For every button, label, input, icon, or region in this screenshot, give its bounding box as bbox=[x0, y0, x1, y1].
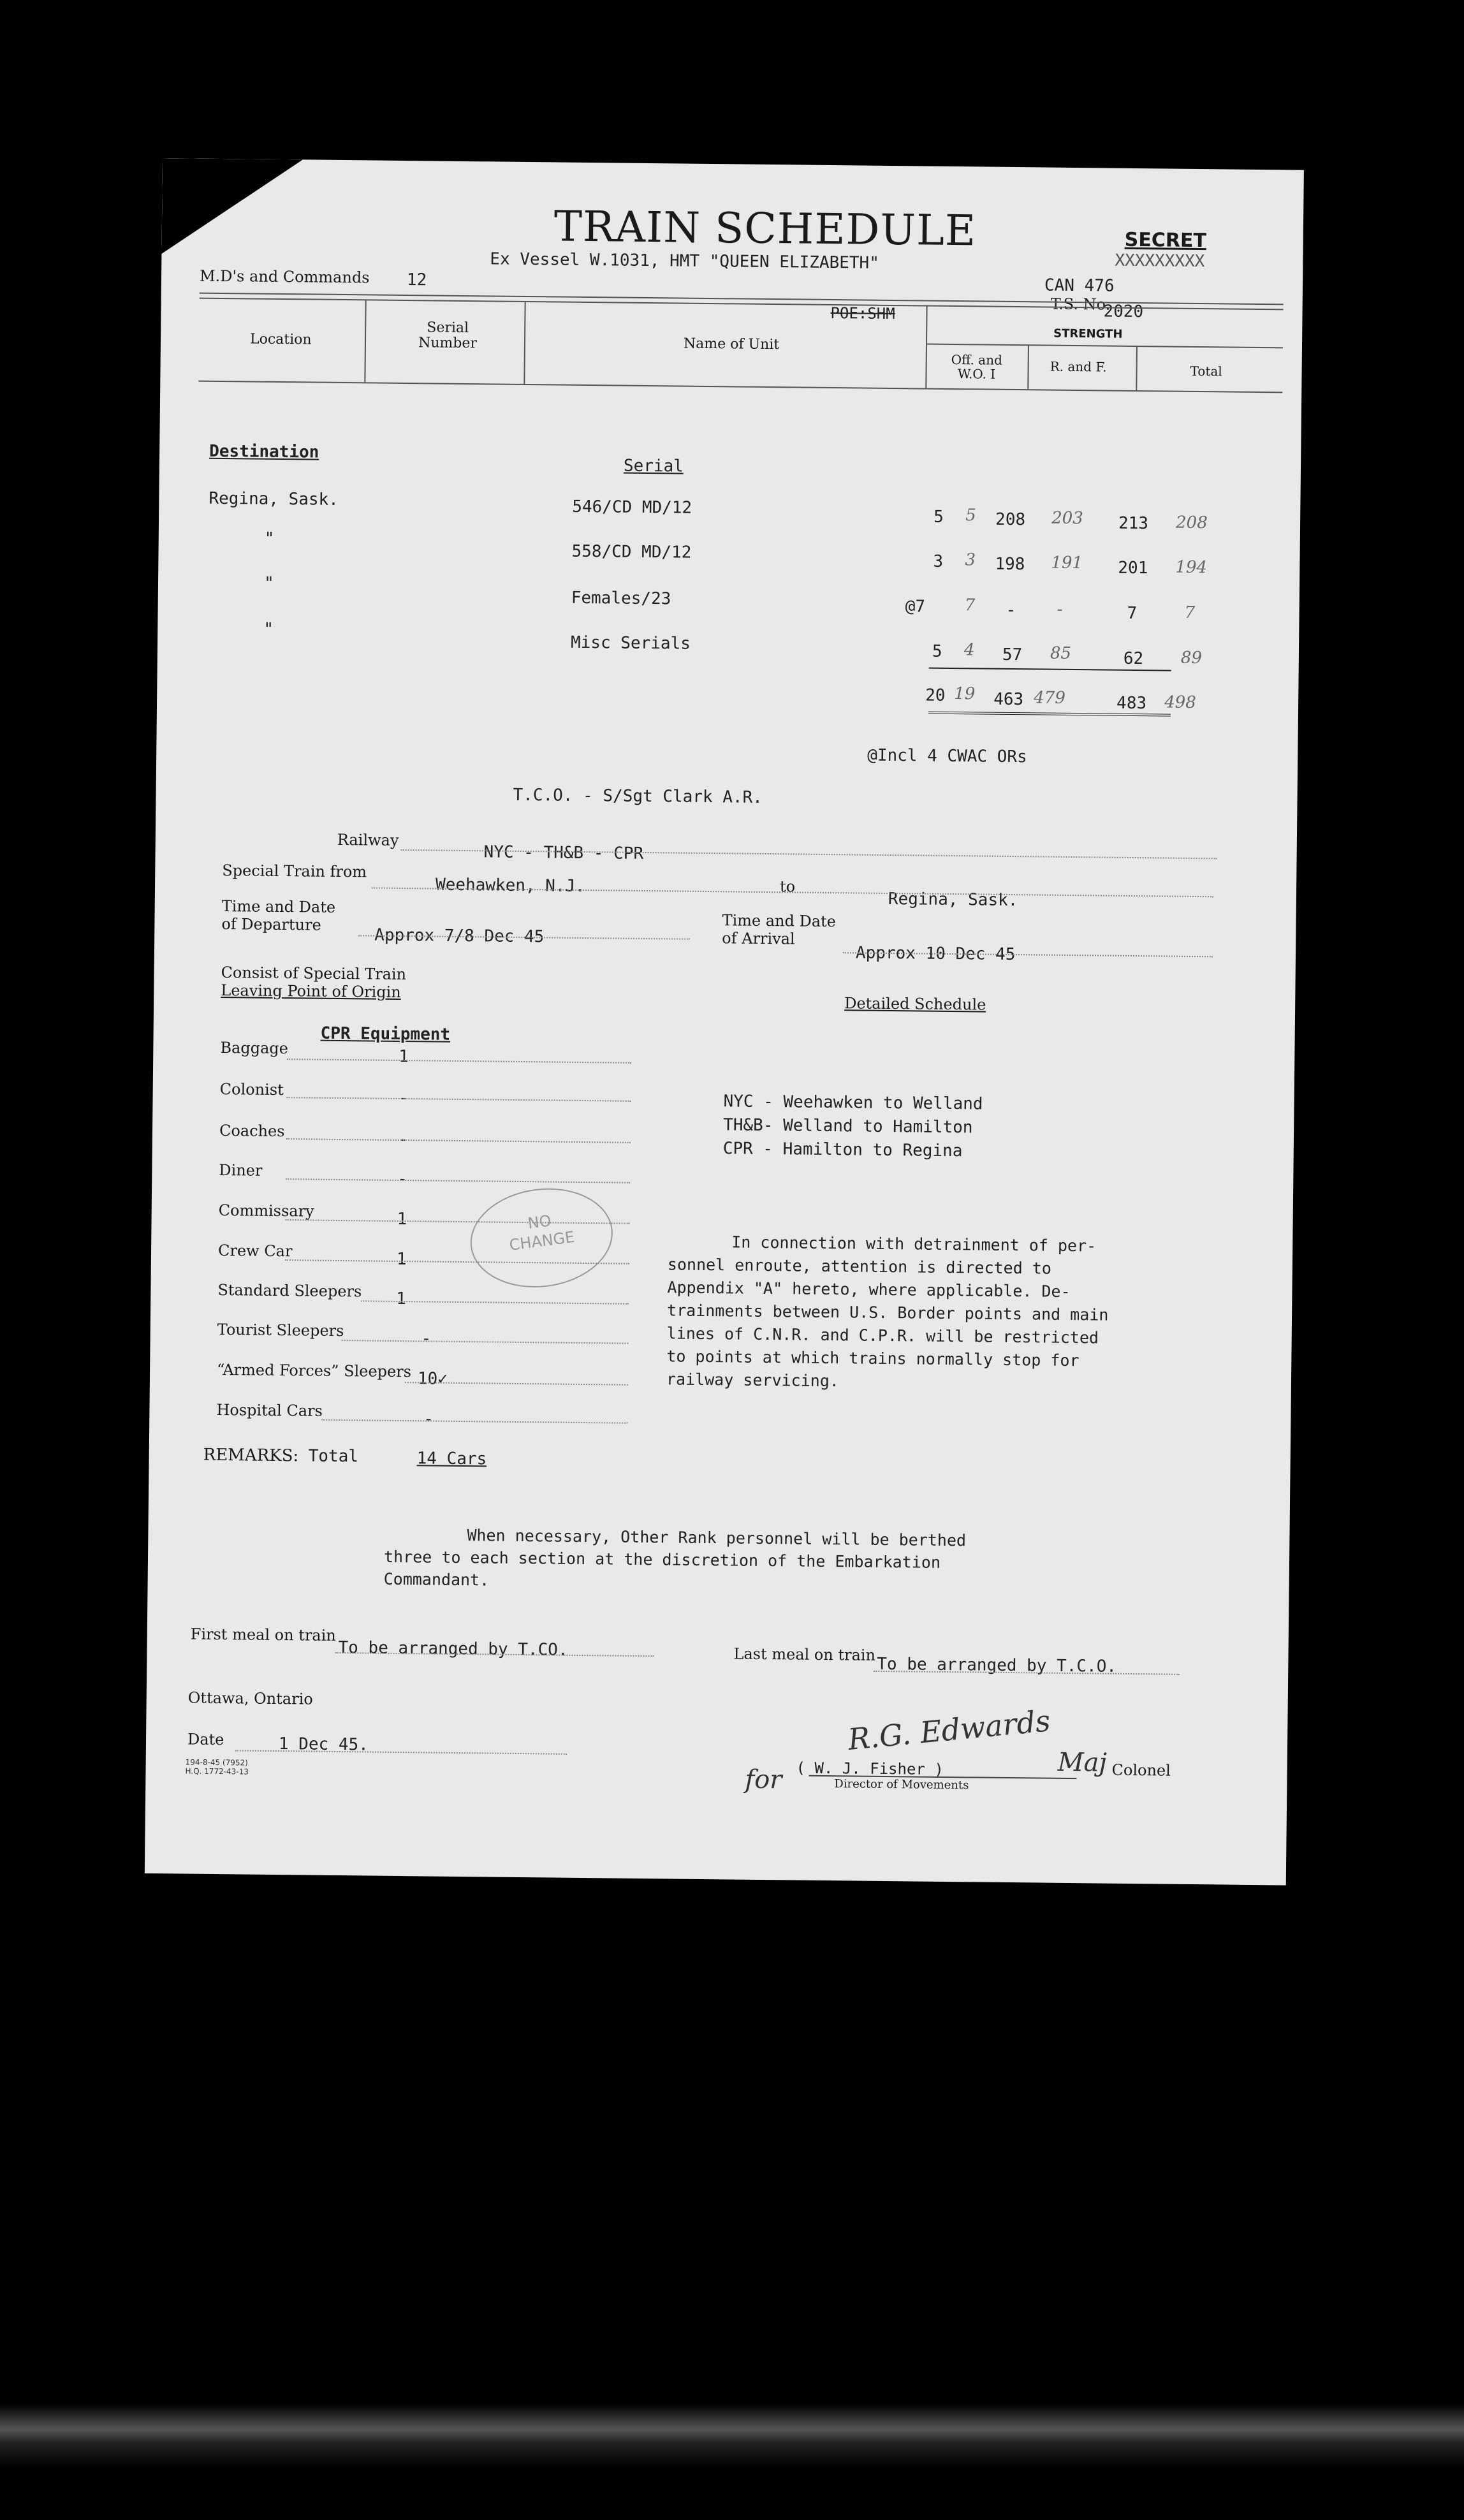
tco-line: T.C.O. - S/Sgt Clark A.R. bbox=[513, 785, 763, 807]
signature-handwritten: R.G. Edwards bbox=[846, 1703, 1052, 1757]
note-line: to points at which trains normally stop for bbox=[666, 1347, 1080, 1370]
film-edge bbox=[0, 2404, 1464, 2468]
last-meal-label: Last meal on train bbox=[733, 1645, 876, 1664]
row-location: " bbox=[264, 529, 275, 548]
consist-label-item: Standard Sleepers bbox=[217, 1281, 362, 1301]
consist-label: Consist of Special Train Leaving Point of Origin bbox=[221, 963, 407, 1001]
torn-corner bbox=[161, 158, 303, 255]
consist-dots bbox=[287, 1097, 631, 1102]
row-serial: 546/CD MD/12 bbox=[572, 497, 692, 518]
row-rf: 198 bbox=[995, 554, 1025, 575]
signatory-name: ( W. J. Fisher ) bbox=[796, 1759, 944, 1778]
consist-dots bbox=[286, 1178, 630, 1183]
row-total: 201 bbox=[1118, 558, 1148, 578]
consist-value: - bbox=[397, 1169, 408, 1189]
railway-value: NYC - TH&B - CPR bbox=[483, 842, 644, 863]
schedule-leg: TH&B- Welland to Hamilton bbox=[723, 1115, 973, 1138]
consist-label-item: Hospital Cars bbox=[216, 1400, 323, 1420]
total-rf-corrected: 479 bbox=[1034, 688, 1066, 708]
row-total-corrected: 89 bbox=[1180, 648, 1203, 668]
serial-heading: Serial bbox=[623, 456, 684, 476]
row-serial: Misc Serials bbox=[570, 633, 691, 654]
row-total-corrected: 208 bbox=[1175, 513, 1208, 533]
row-location: Regina, Sask. bbox=[209, 488, 339, 509]
signatory-title: Director of Movements bbox=[834, 1777, 969, 1792]
port-of-embarkation: POE:SHM bbox=[830, 304, 895, 323]
departure-label: Time and Date of Departure bbox=[221, 897, 336, 934]
col-r-and-f: R. and F. bbox=[1050, 358, 1107, 375]
consist-value: 1 bbox=[397, 1209, 407, 1229]
note-line: lines of C.N.R. and C.P.R. will be restricted bbox=[666, 1324, 1099, 1347]
ts-number-label: T.S. No. bbox=[1050, 295, 1111, 314]
row-location: " bbox=[263, 573, 274, 593]
stamp-line-2: CHANGE bbox=[508, 1227, 576, 1254]
row-total: 213 bbox=[1118, 513, 1149, 534]
row-location: " bbox=[263, 619, 274, 639]
date-label: Date bbox=[187, 1730, 224, 1749]
col-location: Location bbox=[249, 331, 312, 348]
consist-label-item: Commissary bbox=[218, 1201, 314, 1220]
row-off-corrected: 4 bbox=[963, 640, 975, 660]
row-total-corrected: 7 bbox=[1184, 603, 1196, 622]
note-line: When necessary, Other Rank personnel will be berthed bbox=[467, 1526, 967, 1550]
total-rf: 463 bbox=[993, 689, 1024, 710]
note-line: trainments between U.S. Border points and main bbox=[666, 1301, 1109, 1324]
stamp-line-1: NO bbox=[527, 1212, 553, 1233]
row-total: 62 bbox=[1123, 648, 1144, 669]
first-meal-label: First meal on train bbox=[190, 1625, 336, 1645]
consist-value: 10✓ bbox=[417, 1369, 448, 1389]
page-title: TRAIN SCHEDULE bbox=[553, 201, 977, 256]
note-line: railway servicing. bbox=[666, 1370, 840, 1391]
note-line: Commandant. bbox=[383, 1569, 490, 1590]
row-off: @7 bbox=[905, 597, 926, 617]
total-off-corrected: 19 bbox=[954, 684, 976, 704]
form-code: 194-8-45 (7952) H.Q. 1772-43-13 bbox=[185, 1757, 249, 1776]
consist-label-item: Tourist Sleepers bbox=[217, 1320, 344, 1340]
header-rule-bottom bbox=[198, 381, 1282, 393]
consist-label-item: Baggage bbox=[220, 1039, 289, 1058]
row-rf-corrected: 203 bbox=[1051, 508, 1083, 529]
total-total-corrected: 498 bbox=[1164, 692, 1196, 713]
row-serial: 558/CD MD/12 bbox=[571, 541, 692, 562]
to-label: to bbox=[779, 877, 796, 896]
cwac-note: @Incl 4 CWAC ORs bbox=[867, 745, 1027, 767]
row-rf-corrected: 85 bbox=[1050, 643, 1072, 663]
row-rf: - bbox=[1006, 600, 1016, 620]
consist-dots bbox=[342, 1340, 629, 1344]
header-divider-1 bbox=[364, 299, 366, 382]
can-reference: CAN 476 bbox=[1044, 275, 1115, 296]
signatory-rank: Colonel bbox=[1111, 1761, 1171, 1780]
consist-label-item: Coaches bbox=[219, 1122, 285, 1141]
note-line: sonnel enroute, attention is directed to bbox=[667, 1255, 1052, 1278]
arrival-label: Time and Date of Arrival bbox=[722, 911, 837, 948]
remarks-cars: 14 Cars bbox=[416, 1449, 487, 1469]
classification-struck: XXXXXXXXX bbox=[1115, 251, 1205, 272]
col-strength: STRENGTH bbox=[1053, 326, 1123, 341]
col-serial-number: Serial Number bbox=[418, 319, 478, 352]
consist-dots bbox=[286, 1138, 631, 1143]
special-train-from-label: Special Train from bbox=[222, 861, 367, 881]
header-divider-2 bbox=[523, 301, 525, 384]
consist-label-item: Crew Car bbox=[217, 1242, 293, 1261]
schedule-leg: CPR - Hamilton to Regina bbox=[722, 1139, 963, 1161]
last-meal-value: To be arranged by T.C.O. bbox=[877, 1654, 1117, 1676]
header-divider-5 bbox=[1136, 346, 1138, 390]
vessel-line: Ex Vessel W.1031, HMT "QUEEN ELIZABETH" bbox=[490, 249, 879, 273]
place-label: Ottawa, Ontario bbox=[187, 1689, 313, 1708]
row-total: 7 bbox=[1127, 603, 1138, 624]
row-rf: 208 bbox=[995, 509, 1026, 530]
equipment-heading: CPR Equipment bbox=[320, 1023, 451, 1044]
row-rf-corrected: - bbox=[1057, 599, 1063, 619]
consist-value: - bbox=[398, 1088, 409, 1108]
consist-label-item: Colonist bbox=[219, 1080, 284, 1099]
detailed-schedule-label: Detailed Schedule bbox=[844, 994, 986, 1014]
document-page bbox=[145, 158, 1304, 1886]
consist-value: 1 bbox=[396, 1289, 407, 1309]
schedule-leg: NYC - Weehawken to Welland bbox=[723, 1092, 983, 1114]
consist-value: - bbox=[423, 1409, 434, 1429]
consist-dots bbox=[321, 1419, 627, 1424]
row-rf: 57 bbox=[1002, 645, 1023, 665]
row-off-corrected: 7 bbox=[964, 596, 976, 615]
note-line: three to each section at the discretion of the Embarkation bbox=[383, 1547, 941, 1572]
ts-number: 2020 bbox=[1103, 302, 1144, 322]
row-total-corrected: 194 bbox=[1175, 557, 1208, 578]
consist-value: 1 bbox=[396, 1249, 407, 1270]
special-train-from-value: Weehawken, N.J. bbox=[435, 875, 586, 897]
date-value: 1 Dec 45. bbox=[278, 1734, 369, 1755]
departure-value: Approx 7/8 Dec 45 bbox=[374, 925, 545, 947]
note-line: In connection with detrainment of per- bbox=[731, 1233, 1097, 1256]
total-off: 20 bbox=[925, 685, 946, 705]
consist-value: - bbox=[397, 1129, 408, 1150]
consist-value: 1 bbox=[399, 1046, 409, 1067]
consist-dots bbox=[287, 1059, 631, 1064]
remarks-total: Total bbox=[308, 1446, 359, 1467]
total-total: 483 bbox=[1116, 693, 1147, 714]
classification-label: SECRET bbox=[1124, 228, 1207, 253]
col-name-of-unit: Name of Unit bbox=[683, 335, 780, 353]
col-total: Total bbox=[1190, 363, 1222, 379]
row-off: 3 bbox=[933, 552, 944, 571]
arrival-value: Approx 10 Dec 45 bbox=[855, 943, 1016, 965]
remarks-label: REMARKS: bbox=[203, 1445, 299, 1466]
md-value: 12 bbox=[406, 270, 427, 290]
railway-label: Railway bbox=[337, 830, 399, 849]
destination-heading: Destination bbox=[209, 441, 319, 462]
col-off-wo: Off. and W.O. I bbox=[951, 351, 1002, 382]
row-rf-corrected: 191 bbox=[1051, 553, 1083, 573]
row-off-corrected: 3 bbox=[965, 550, 976, 570]
row-off: 5 bbox=[933, 507, 944, 527]
strength-rule bbox=[926, 344, 1283, 349]
header-divider-3 bbox=[925, 305, 927, 388]
first-meal-value: To be arranged by T.CO. bbox=[338, 1638, 568, 1660]
consist-label-item: Diner bbox=[219, 1161, 263, 1180]
signature-for: for bbox=[745, 1764, 782, 1795]
row-off-corrected: 5 bbox=[965, 506, 976, 525]
no-change-stamp bbox=[464, 1180, 619, 1296]
to-value: Regina, Sask. bbox=[888, 889, 1018, 911]
header-divider-4 bbox=[1027, 344, 1029, 389]
consist-label-item: “Armed Forces” Sleepers bbox=[216, 1360, 412, 1381]
consist-value: - bbox=[421, 1329, 432, 1349]
md-label: M.D's and Commands bbox=[199, 267, 370, 287]
note-line: Appendix "A" hereto, where applicable. De- bbox=[667, 1278, 1071, 1301]
row-serial: Females/23 bbox=[571, 588, 671, 609]
signature-maj: Maj bbox=[1057, 1747, 1108, 1778]
row-off: 5 bbox=[932, 641, 942, 661]
